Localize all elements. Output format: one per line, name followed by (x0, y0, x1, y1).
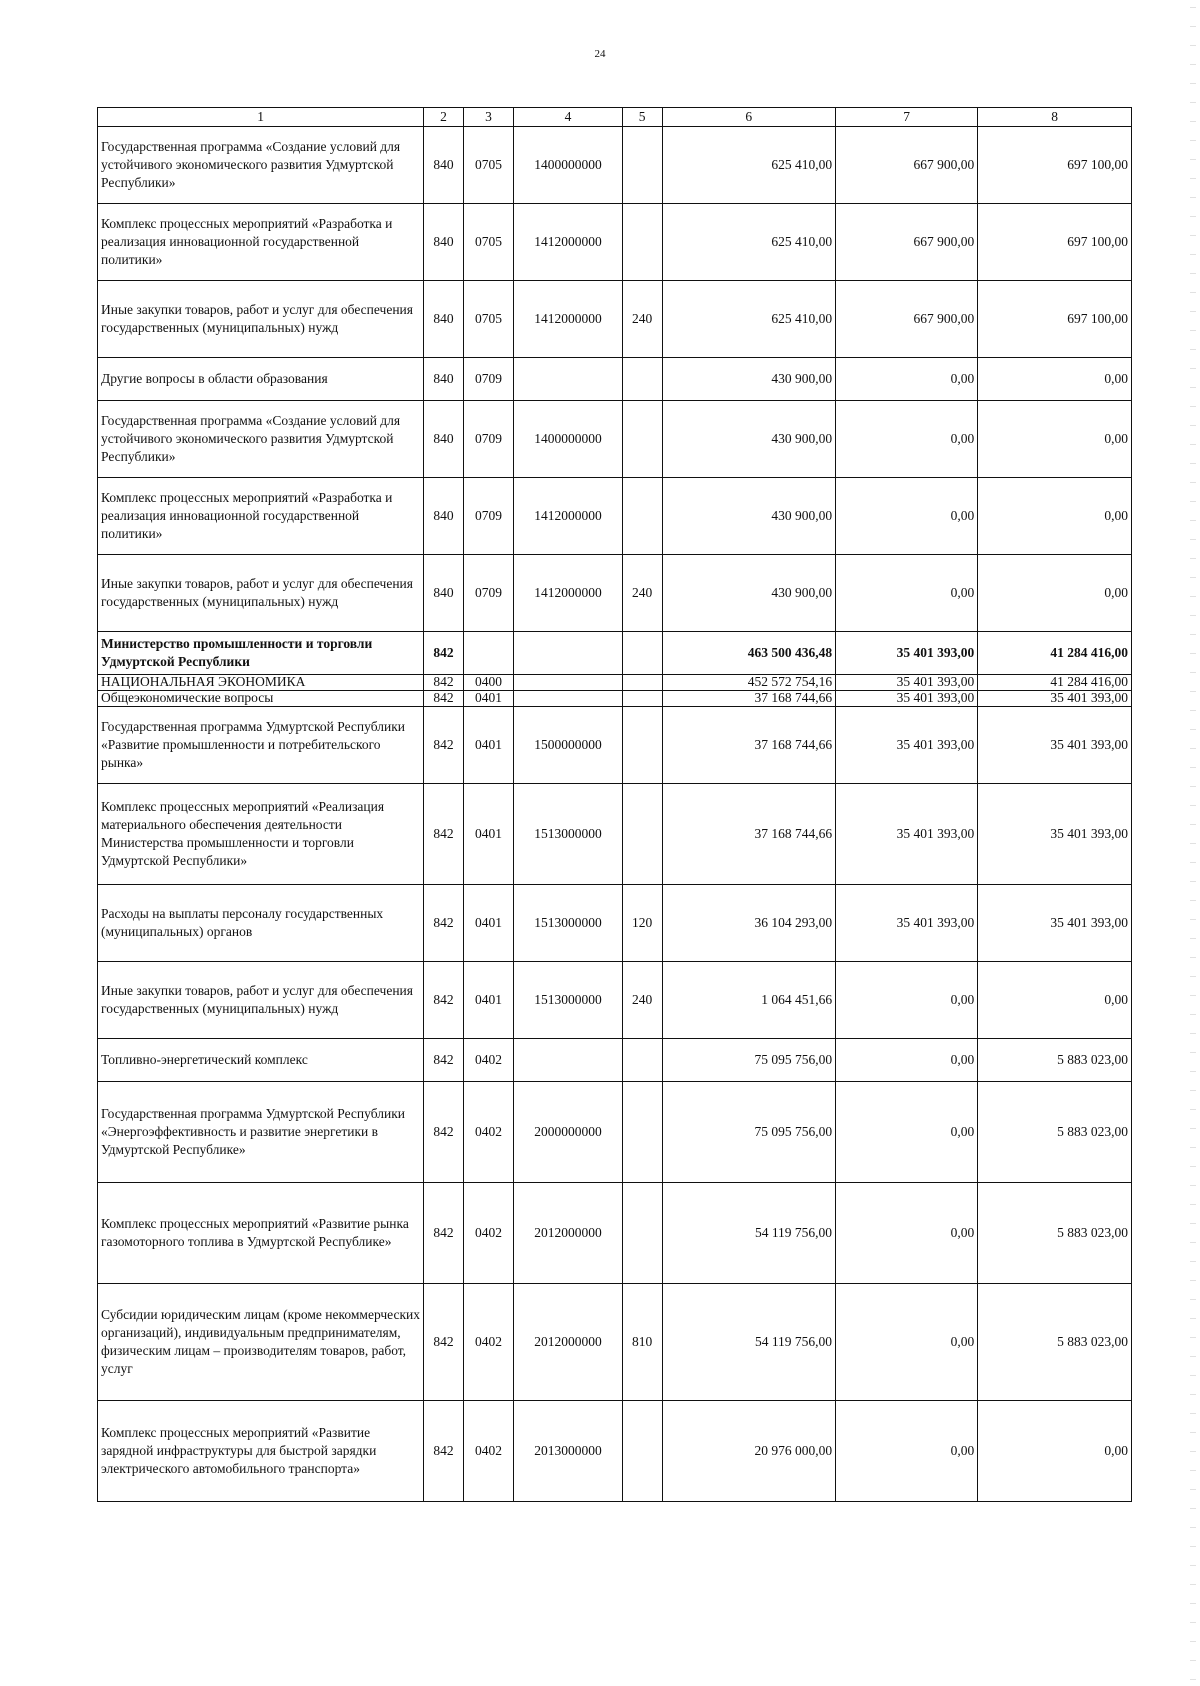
header-cell: 2 (424, 108, 464, 127)
row-name: Министерство промышленности и торговли Удмуртской Республики (98, 632, 424, 675)
header-cell: 1 (98, 108, 424, 127)
cell-8: 5 883 023,00 (978, 1284, 1132, 1401)
cell-4: 1513000000 (514, 784, 623, 885)
table-row (98, 1401, 1132, 1502)
table-row (98, 784, 1132, 885)
table-row (98, 1082, 1132, 1183)
table-row (98, 358, 1132, 401)
cell-3: 0400 (463, 675, 513, 691)
cell-6: 452 572 754,16 (662, 675, 836, 691)
table-row (98, 1183, 1132, 1284)
cell-3: 0709 (463, 358, 513, 401)
table-row (98, 127, 1132, 204)
cell-5 (622, 1401, 662, 1502)
cell-8: 35 401 393,00 (978, 784, 1132, 885)
cell-5 (622, 204, 662, 281)
table-row (98, 478, 1132, 555)
cell-3: 0709 (463, 555, 513, 632)
row-name: Комплекс процессных мероприятий «Развитие зарядной инфраструктуры для быстрой зарядки электрического автомобильного транспорта» (98, 1401, 424, 1502)
header-cell: 4 (514, 108, 623, 127)
cell-5 (622, 478, 662, 555)
cell-3: 0705 (463, 281, 513, 358)
cell-4: 1400000000 (514, 401, 623, 478)
cell-6: 430 900,00 (662, 478, 836, 555)
cell-8: 35 401 393,00 (978, 707, 1132, 784)
cell-5 (622, 632, 662, 675)
cell-5 (622, 707, 662, 784)
row-name: Комплекс процессных мероприятий «Разработка и реализация инновационной государственной политики» (98, 204, 424, 281)
cell-4 (514, 632, 623, 675)
scan-edge-artifact (1190, 0, 1196, 1686)
cell-8: 697 100,00 (978, 204, 1132, 281)
cell-6: 625 410,00 (662, 204, 836, 281)
header-cell: 3 (463, 108, 513, 127)
cell-8: 41 284 416,00 (978, 632, 1132, 675)
cell-2: 842 (424, 962, 464, 1039)
table-row (98, 1284, 1132, 1401)
cell-6: 625 410,00 (662, 127, 836, 204)
cell-7: 35 401 393,00 (836, 691, 978, 707)
cell-8: 0,00 (978, 555, 1132, 632)
cell-4 (514, 675, 623, 691)
table-row (98, 1039, 1132, 1082)
cell-5 (622, 401, 662, 478)
cell-3: 0705 (463, 204, 513, 281)
cell-7: 0,00 (836, 478, 978, 555)
cell-7: 0,00 (836, 401, 978, 478)
row-name: Другие вопросы в области образования (98, 358, 424, 401)
cell-8: 35 401 393,00 (978, 885, 1132, 962)
cell-2: 840 (424, 555, 464, 632)
cell-3: 0402 (463, 1082, 513, 1183)
row-name: Государственная программа Удмуртской Республики «Энергоэффективность и развитие энергетики в Удмуртской Республике» (98, 1082, 424, 1183)
row-name: Государственная программа Удмуртской Республики «Развитие промышленности и потребительского рынка» (98, 707, 424, 784)
cell-7: 667 900,00 (836, 127, 978, 204)
cell-4 (514, 691, 623, 707)
cell-8: 5 883 023,00 (978, 1039, 1132, 1082)
cell-5 (622, 358, 662, 401)
cell-7: 0,00 (836, 1284, 978, 1401)
cell-5 (622, 675, 662, 691)
row-name: Комплекс процессных мероприятий «Реализация материального обеспечения деятельности Министерства промышленности и торговли Удмуртской Республики» (98, 784, 424, 885)
table-header-row (98, 108, 1132, 127)
cell-7: 35 401 393,00 (836, 632, 978, 675)
cell-3: 0401 (463, 707, 513, 784)
cell-5 (622, 1183, 662, 1284)
cell-7: 0,00 (836, 1183, 978, 1284)
cell-7: 35 401 393,00 (836, 675, 978, 691)
cell-8: 5 883 023,00 (978, 1183, 1132, 1284)
cell-4 (514, 358, 623, 401)
cell-5 (622, 1082, 662, 1183)
cell-3: 0401 (463, 784, 513, 885)
cell-5: 240 (622, 962, 662, 1039)
cell-2: 842 (424, 1183, 464, 1284)
row-name: Иные закупки товаров, работ и услуг для обеспечения государственных (муниципальных) нужд (98, 555, 424, 632)
cell-5 (622, 127, 662, 204)
table-row (98, 632, 1132, 675)
cell-6: 20 976 000,00 (662, 1401, 836, 1502)
cell-2: 842 (424, 675, 464, 691)
cell-8: 35 401 393,00 (978, 691, 1132, 707)
cell-8: 0,00 (978, 401, 1132, 478)
row-name: Иные закупки товаров, работ и услуг для обеспечения государственных (муниципальных) нужд (98, 281, 424, 358)
cell-2: 842 (424, 1039, 464, 1082)
cell-2: 842 (424, 784, 464, 885)
cell-8: 0,00 (978, 1401, 1132, 1502)
cell-8: 41 284 416,00 (978, 675, 1132, 691)
cell-7: 0,00 (836, 962, 978, 1039)
cell-6: 75 095 756,00 (662, 1082, 836, 1183)
cell-7: 0,00 (836, 1082, 978, 1183)
budget-table (97, 107, 1132, 1502)
cell-2: 842 (424, 885, 464, 962)
row-name: Комплекс процессных мероприятий «Развитие рынка газомоторного топлива в Удмуртской Республике» (98, 1183, 424, 1284)
header-cell: 6 (662, 108, 836, 127)
table-row (98, 707, 1132, 784)
cell-2: 842 (424, 691, 464, 707)
page-number: 24 (594, 48, 606, 60)
cell-2: 840 (424, 127, 464, 204)
cell-2: 842 (424, 1082, 464, 1183)
row-name: НАЦИОНАЛЬНАЯ ЭКОНОМИКА (98, 675, 424, 691)
cell-3: 0709 (463, 401, 513, 478)
row-name: Комплекс процессных мероприятий «Разработка и реализация инновационной государственной политики» (98, 478, 424, 555)
cell-5: 240 (622, 281, 662, 358)
cell-6: 75 095 756,00 (662, 1039, 836, 1082)
cell-2: 842 (424, 1401, 464, 1502)
cell-4: 1500000000 (514, 707, 623, 784)
cell-2: 840 (424, 281, 464, 358)
cell-4: 2000000000 (514, 1082, 623, 1183)
cell-2: 842 (424, 707, 464, 784)
table-row (98, 555, 1132, 632)
cell-5: 120 (622, 885, 662, 962)
cell-3: 0401 (463, 691, 513, 707)
cell-6: 430 900,00 (662, 401, 836, 478)
cell-7: 35 401 393,00 (836, 784, 978, 885)
row-name: Государственная программа «Создание условий для устойчивого экономического развития Удмуртской Республики» (98, 127, 424, 204)
table-row (98, 885, 1132, 962)
cell-6: 463 500 436,48 (662, 632, 836, 675)
cell-4: 1412000000 (514, 204, 623, 281)
table-row (98, 204, 1132, 281)
cell-6: 54 119 756,00 (662, 1183, 836, 1284)
cell-5 (622, 691, 662, 707)
cell-6: 37 168 744,66 (662, 691, 836, 707)
row-name: Государственная программа «Создание условий для устойчивого экономического развития Удмуртской Республики» (98, 401, 424, 478)
cell-8: 0,00 (978, 478, 1132, 555)
cell-5 (622, 1039, 662, 1082)
cell-6: 1 064 451,66 (662, 962, 836, 1039)
cell-4: 1412000000 (514, 281, 623, 358)
cell-5: 240 (622, 555, 662, 632)
cell-5 (622, 784, 662, 885)
cell-6: 37 168 744,66 (662, 707, 836, 784)
cell-3: 0401 (463, 962, 513, 1039)
cell-7: 667 900,00 (836, 204, 978, 281)
cell-5: 810 (622, 1284, 662, 1401)
cell-4: 1412000000 (514, 478, 623, 555)
cell-3: 0709 (463, 478, 513, 555)
cell-3: 0402 (463, 1284, 513, 1401)
row-name: Расходы на выплаты персоналу государственных (муниципальных) органов (98, 885, 424, 962)
cell-8: 0,00 (978, 358, 1132, 401)
table-row (98, 675, 1132, 691)
cell-2: 842 (424, 1284, 464, 1401)
cell-4: 1513000000 (514, 885, 623, 962)
cell-3: 0402 (463, 1039, 513, 1082)
cell-3: 0402 (463, 1401, 513, 1502)
cell-6: 430 900,00 (662, 358, 836, 401)
row-name: Топливно-энергетический комплекс (98, 1039, 424, 1082)
cell-6: 36 104 293,00 (662, 885, 836, 962)
cell-8: 0,00 (978, 962, 1132, 1039)
cell-4: 2013000000 (514, 1401, 623, 1502)
cell-2: 842 (424, 632, 464, 675)
cell-7: 35 401 393,00 (836, 707, 978, 784)
cell-4 (514, 1039, 623, 1082)
row-name: Общеэкономические вопросы (98, 691, 424, 707)
table-row (98, 962, 1132, 1039)
table-row (98, 691, 1132, 707)
cell-3: 0705 (463, 127, 513, 204)
header-cell: 5 (622, 108, 662, 127)
cell-8: 697 100,00 (978, 127, 1132, 204)
row-name: Иные закупки товаров, работ и услуг для обеспечения государственных (муниципальных) нужд (98, 962, 424, 1039)
cell-2: 840 (424, 478, 464, 555)
cell-6: 430 900,00 (662, 555, 836, 632)
cell-8: 697 100,00 (978, 281, 1132, 358)
cell-2: 840 (424, 401, 464, 478)
cell-3: 0402 (463, 1183, 513, 1284)
cell-4: 1513000000 (514, 962, 623, 1039)
cell-7: 0,00 (836, 1039, 978, 1082)
cell-7: 667 900,00 (836, 281, 978, 358)
cell-7: 35 401 393,00 (836, 885, 978, 962)
cell-7: 0,00 (836, 1401, 978, 1502)
cell-4: 1400000000 (514, 127, 623, 204)
cell-6: 37 168 744,66 (662, 784, 836, 885)
cell-3 (463, 632, 513, 675)
cell-8: 5 883 023,00 (978, 1082, 1132, 1183)
table-row (98, 281, 1132, 358)
header-cell: 7 (836, 108, 978, 127)
cell-3: 0401 (463, 885, 513, 962)
row-name: Субсидии юридическим лицам (кроме некоммерческих организаций), индивидуальным предпринимателям, физическим лицам – производителям товаров, работ, услуг (98, 1284, 424, 1401)
cell-2: 840 (424, 358, 464, 401)
cell-6: 54 119 756,00 (662, 1284, 836, 1401)
cell-4: 2012000000 (514, 1183, 623, 1284)
cell-7: 0,00 (836, 555, 978, 632)
header-cell: 8 (978, 108, 1132, 127)
cell-4: 1412000000 (514, 555, 623, 632)
cell-6: 625 410,00 (662, 281, 836, 358)
cell-2: 840 (424, 204, 464, 281)
cell-4: 2012000000 (514, 1284, 623, 1401)
cell-7: 0,00 (836, 358, 978, 401)
table-row (98, 401, 1132, 478)
